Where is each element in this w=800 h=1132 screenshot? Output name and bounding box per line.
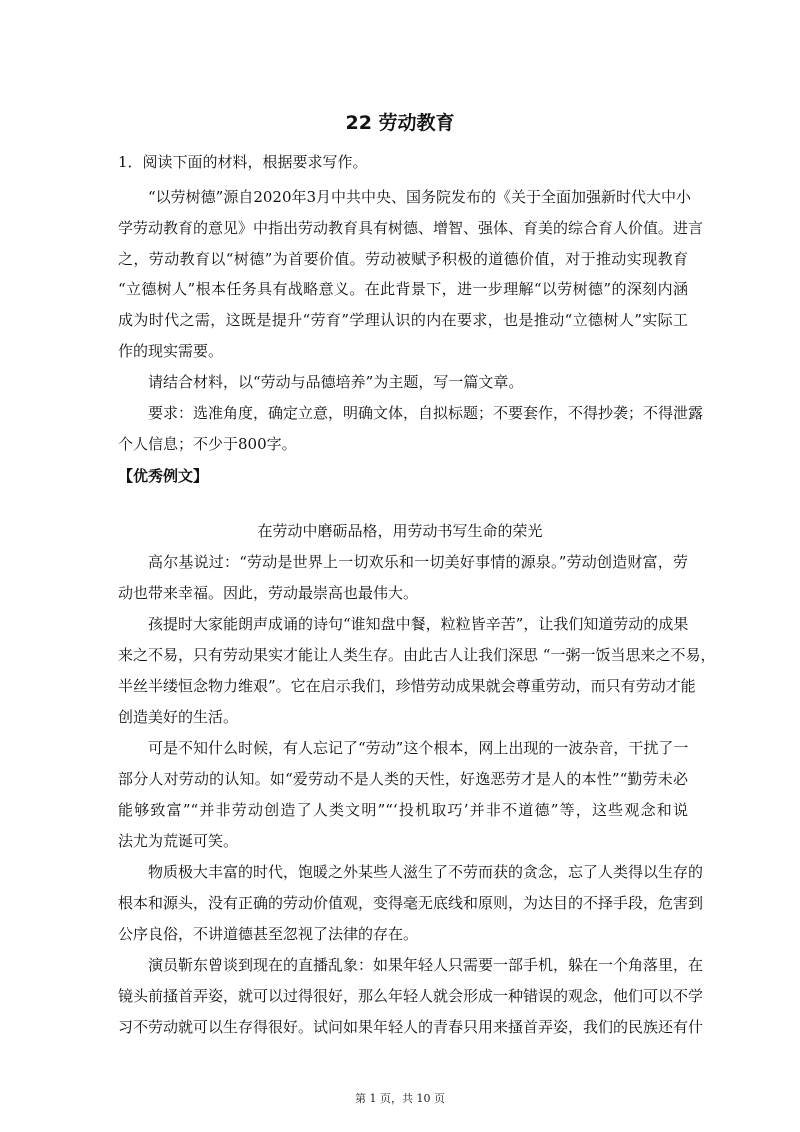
material-line: 成为时代之需，这既是提升“劳育”学理认识的内在要求，也是推动“立德树人”实际工 bbox=[118, 311, 688, 329]
material-line: “以劳树德”源自2020年3月中共中央、国务院发布的《关于全面加强新时代大中小 bbox=[148, 188, 692, 206]
question-label: 1．阅读下面的材料，根据要求写作。 bbox=[118, 153, 368, 171]
essay-line: 半丝半缕恒念物力维艰”。它在启示我们，珍惜劳动成果就会尊重劳动，而只有劳动才能 bbox=[118, 677, 696, 695]
material-line: 之，劳动教育以“树德”为首要价值。劳动被赋予积极的道德价值，对于推动实现教育 bbox=[118, 250, 688, 268]
essay-line: 动也带来幸福。因此，劳动最崇高也最伟大。 bbox=[118, 584, 419, 602]
essay-title: 在劳动中磨砺品格，用劳动书写生命的荣光 bbox=[257, 522, 543, 540]
essay-line: 习不劳动就可以生存得很好。试问如果年轻人的青春只用来搔首弄姿，我们的民族还有什 bbox=[118, 1018, 704, 1036]
material-line: 作的现实需要。 bbox=[118, 342, 224, 360]
example-heading: 【优秀例文】 bbox=[118, 467, 209, 485]
essay-line: 根本和源头，没有正确的劳动价值观，变得毫无底线和原则，为达目的不择手段，危害到 bbox=[118, 894, 704, 912]
essay-line: 物质极大丰富的时代，饱暖之外某些人滋生了不劳而获的贪念，忘了人类得以生存的 bbox=[148, 863, 704, 881]
essay-line: 可是不知什么时候，有人忘记了“劳动”这个根本，网上出现的一波杂音，干扰了一 bbox=[148, 739, 689, 757]
essay-line: 演员靳东曾谈到现在的直播乱象：如果年轻人只需要一部手机，躲在一个角落里，在 bbox=[148, 956, 704, 974]
essay-line: 镜头前搔首弄姿，就可以过得很好，那么年轻人就会形成一种错误的观念，他们可以不学 bbox=[118, 987, 704, 1005]
essay-line: 创造美好的生活。 bbox=[118, 708, 239, 726]
requirements-line: 个人信息；不少于800字。 bbox=[118, 435, 297, 453]
essay-line: 公序良俗，不讲道德甚至忽视了法律的存在。 bbox=[118, 925, 419, 943]
material-line: 学劳动教育的意见》中指出劳动教育具有树德、增智、强体、育美的综合育人价值。进言 bbox=[118, 219, 704, 237]
material-line: “立德树人”根本任务具有战略意义。在此背景下，进一步理解“以劳树德”的深刻内涵 bbox=[118, 280, 688, 298]
page-number-footer: 第 1 页，共 10 页 bbox=[355, 1092, 445, 1105]
essay-line: 能够致富”“并非劳动创造了人类文明”“‘投机取巧’并非不道德”等，这些观念和说 bbox=[118, 801, 688, 819]
requirements-line: 要求：选准角度，确定立意，明确文体，自拟标题；不要套作，不得抄袭；不得泄露 bbox=[148, 404, 704, 422]
essay-line: 法尤为荒诞可笑。 bbox=[118, 832, 239, 850]
document-title: 22 劳动教育 bbox=[345, 112, 455, 134]
essay-line: 高尔基说过：“劳动是世界上一切欢乐和一切美好事情的源泉。”劳动创造财富，劳 bbox=[148, 553, 688, 571]
essay-line: 部分人对劳动的认知。如“爱劳动不是人类的天性，好逸恶劳才是人的本性”“勤劳未必 bbox=[118, 770, 688, 788]
essay-line: 来之不易，只有劳动果实才能让人类生存。由此古人让我们深思 “一粥一饭当思来之不易， bbox=[118, 646, 716, 664]
writing-prompt: 请结合材料，以“劳动与品德培养”为主题，写一篇文章。 bbox=[148, 373, 524, 391]
essay-line: 孩提时大家能朗声成诵的诗句“谁知盘中餐，粒粒皆辛苦”，让我们知道劳动的成果 bbox=[148, 615, 689, 633]
